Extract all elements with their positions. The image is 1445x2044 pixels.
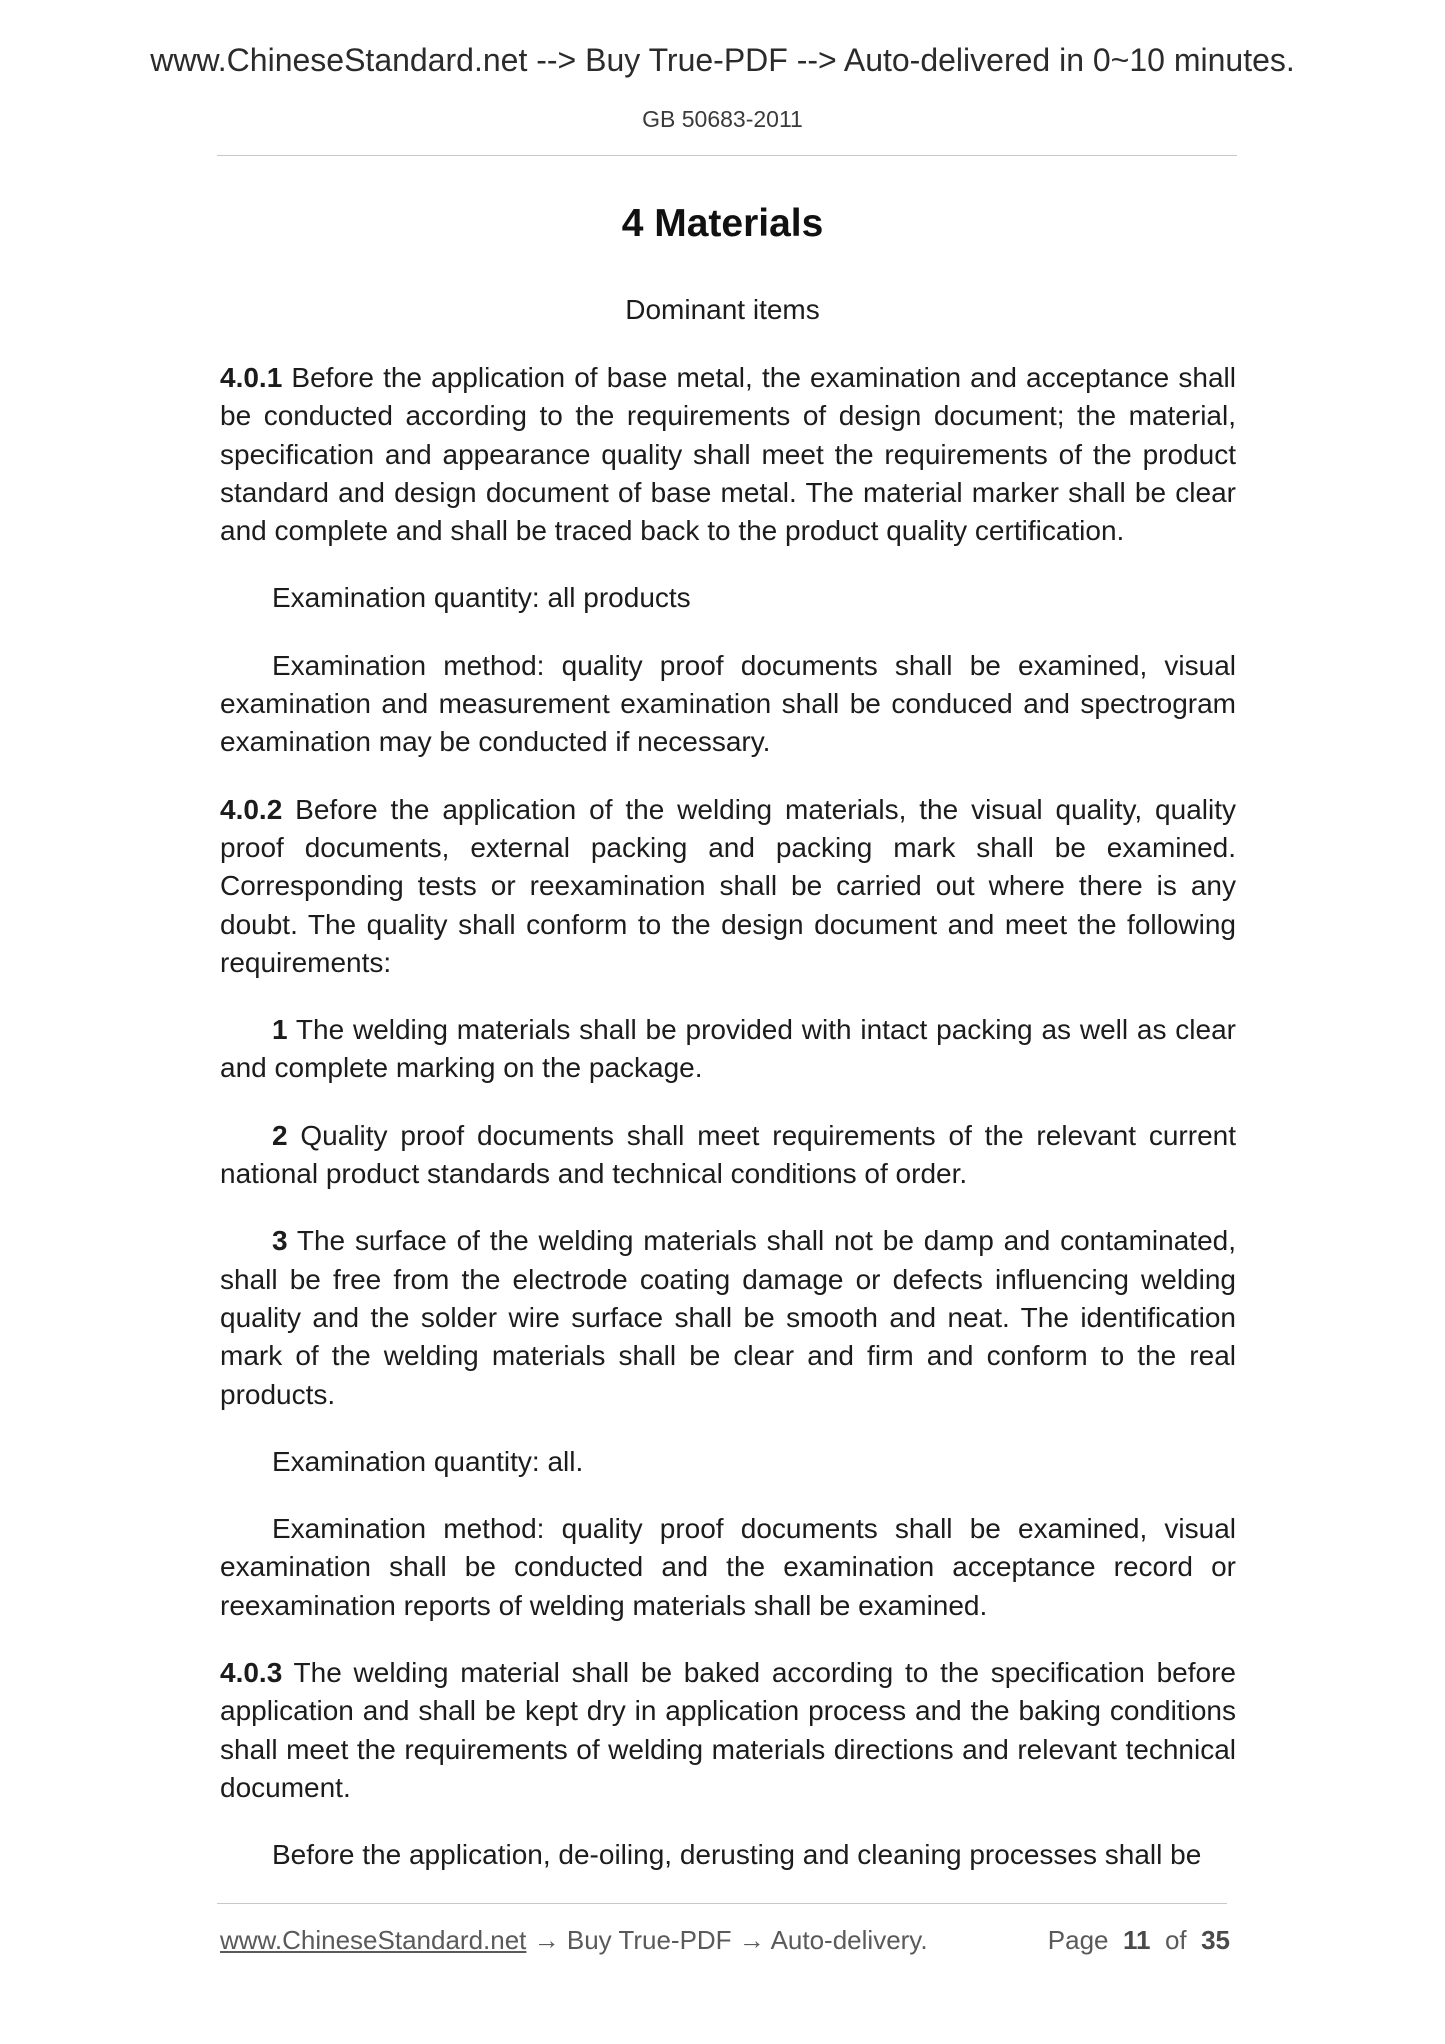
continuation-paragraph bbox=[220, 1836, 1236, 1874]
section-title: 4 Materials bbox=[621, 202, 824, 245]
item-text: The surface of the welding materials shall not be damp and contaminated, shall be free from the electrode coating damage or defects influencing welding quality and the solder wire surface shall be smooth and neat. The identification mark of the welding materials shall be clear and firm and conform to the real products. bbox=[220, 1225, 1236, 1410]
examination-quantity bbox=[220, 579, 1236, 617]
document-body bbox=[220, 359, 1236, 1904]
clause-4-0-3 bbox=[220, 1654, 1236, 1807]
clause-number: 4.0.2 bbox=[220, 793, 283, 825]
clause-number: 4.0.1 bbox=[220, 362, 283, 393]
header-divider bbox=[217, 155, 1237, 156]
clause-text: Before the application of the welding materials, the visual quality, quality proof documents, external packing and packing mark shall be examined. Corresponding tests or reexamination shall be carried out where there is any doubt. The quality shall conform to the design document and meet the following requirements: bbox=[220, 793, 1236, 978]
clause-number: 4.0.3 bbox=[220, 1657, 283, 1689]
document-code: GB 50683-2011 bbox=[642, 106, 803, 132]
item-text: Quality proof documents shall meet requirements of the relevant current national product standards and technical conditions of order. bbox=[220, 1119, 1236, 1190]
footer-promo-text: → Buy True-PDF → Auto-delivery. bbox=[526, 1925, 928, 1955]
page-label: Page bbox=[1047, 1925, 1109, 1955]
requirement-item-2 bbox=[220, 1117, 1236, 1194]
item-text: The welding materials shall be provided with intact packing as well as clear and complete marking on the package. bbox=[220, 1014, 1236, 1084]
item-number: 1 bbox=[272, 1014, 288, 1046]
requirement-item-3 bbox=[220, 1222, 1236, 1413]
top-banner: www.ChineseStandard.net --> Buy True-PDF --> Auto-delivered in 0~10 minutes. bbox=[150, 42, 1295, 78]
clause-4-0-2 bbox=[220, 791, 1236, 982]
footer-promo bbox=[220, 1922, 928, 1958]
paragraph-text: Examination method: quality proof documents shall be examined, visual examination and measurement examination shall be conduced and spectrogram examination may be conducted if necessary. bbox=[220, 649, 1236, 758]
footer-site-link[interactable]: www.ChineseStandard.net bbox=[220, 1925, 527, 1955]
examination-quantity bbox=[220, 1443, 1236, 1481]
examination-method bbox=[220, 1510, 1236, 1625]
footer-divider bbox=[217, 1903, 1227, 1904]
item-number: 2 bbox=[272, 1119, 288, 1151]
of-label: of bbox=[1164, 1925, 1187, 1955]
clause-text: The welding material shall be baked according to the specification before application and shall be kept dry in application process and the baking conditions shall meet the requirements of welding materials directions and relevant technical document. bbox=[220, 1657, 1236, 1803]
current-page-number: 11 bbox=[1122, 1925, 1151, 1955]
section-subtitle: Dominant items bbox=[625, 294, 820, 325]
clause-4-0-1 bbox=[220, 359, 1236, 550]
clause-text: Before the application of base metal, the examination and acceptance shall be conducted according to the requirements of design document; the material, specification and appearance quality shall meet the requirements of the product standard and design document of base metal. The material marker shall be clear and complete and shall be traced back to the product quality certification. bbox=[220, 362, 1236, 547]
paragraph-text: Examination quantity: all products bbox=[272, 582, 691, 614]
requirement-item-1 bbox=[220, 1011, 1236, 1088]
paragraph-text: Examination method: quality proof documents shall be examined, visual examination shall be conducted and the examination acceptance record or reexamination reports of welding materials shall be examined. bbox=[220, 1513, 1236, 1621]
paragraph-text: Examination quantity: all. bbox=[272, 1445, 584, 1477]
page-indicator bbox=[1048, 1922, 1230, 1958]
examination-method bbox=[220, 647, 1236, 762]
item-number: 3 bbox=[272, 1225, 288, 1257]
total-pages: 35 bbox=[1201, 1925, 1230, 1955]
paragraph-text: Before the application, de-oiling, derusting and cleaning processes shall be bbox=[272, 1839, 1202, 1871]
